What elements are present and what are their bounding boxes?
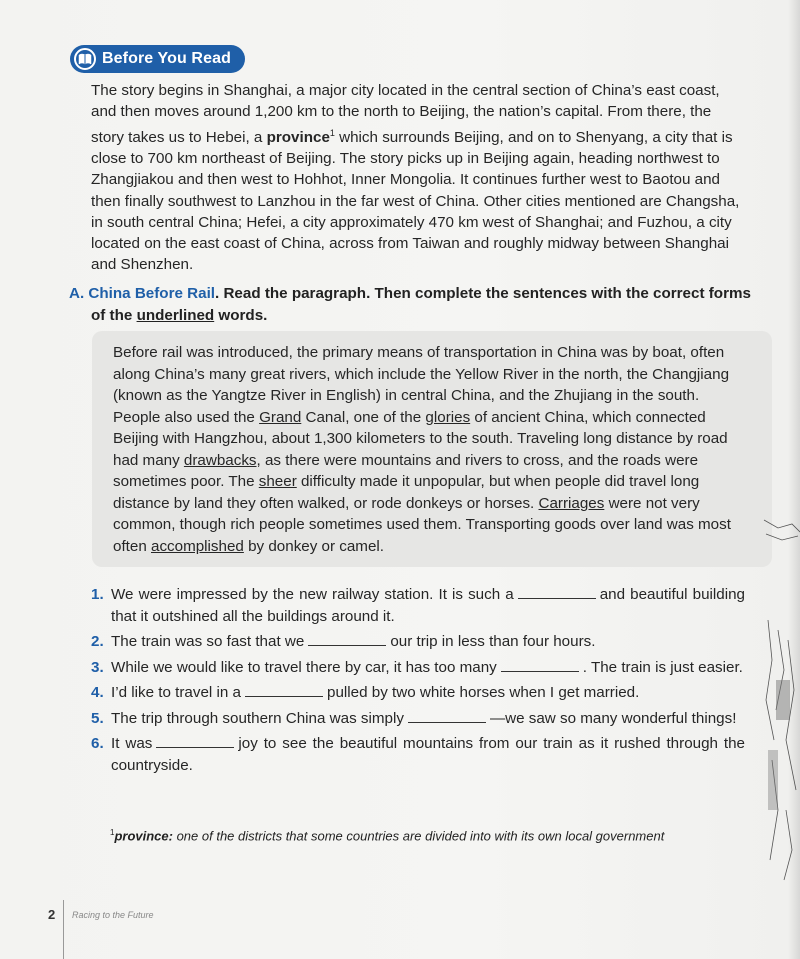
question-item: 5. The trip through southern China was simply —we saw so many wonderful things! — [91, 708, 745, 730]
vocab-word: Grand — [259, 408, 302, 426]
answer-blank[interactable] — [308, 632, 386, 646]
question-item: 1. We were impressed by the new railway station. It is such a and beautiful building that it outshined all the buildings around it. — [91, 584, 745, 627]
question-number: 2. — [91, 633, 104, 650]
vocab-word: Carriages — [538, 494, 605, 512]
vocab-word: glories — [425, 408, 471, 426]
reading-passage: Before rail was introduced, the primary means of transportation in China was by boat, often along China’s many great rivers, which include the Yellow River in the north, the Changjiang (known as the Yangtze River in English) in central China, and the Zhujiang in the south. People also used the Grand Canal, one of the glories of ancient China, which connected Beijing with Hangzhou, about 1,300 kilometers to the south. Traveling long distance by road had many drawbacks, as there were mountains and rivers to cross, and the roads were sometimes poor. The sheer difficulty made it unpopular, but when people did travel long distance by land they often walked, or rode donkeys or horses. Carriages were not very common, though rich people sometimes used them. Transporting goods over land was most often accomplished by donkey or camel. — [113, 344, 731, 555]
question-number: 1. — [91, 586, 104, 603]
answer-blank[interactable] — [408, 709, 486, 723]
footnote-marker: 1 — [329, 127, 335, 138]
section-heading: Before You Read — [102, 50, 231, 67]
answer-blank[interactable] — [501, 658, 579, 672]
answer-blank[interactable] — [156, 734, 234, 748]
page-edge-shadow — [788, 0, 800, 959]
glossary-term: province — [266, 128, 330, 146]
vocab-word: accomplished — [151, 537, 244, 555]
vocab-word: sheer — [258, 473, 297, 490]
question-number: 5. — [91, 709, 104, 727]
intro-paragraph: The story begins in Shanghai, a major city located in the central section of China’s east coast, and then moves around 1,200 km to the north to Beijing, the nation’s capital. From there, the story takes us to Hebei, a province$^1$ which surrounds Beijing, and on to Shenyang, a city that is close to 700 km northeast of Beijing. The story picks up in Beijing again, heading northwest to Zhangjiakou and then west to Hohhot, Inner Mongolia. It continues further west to Baotou and then finally southwest to Lanzhou in the far west of China. Other cities mentioned are Changsha, in south central China; Hefei, a city approximately 470 km west of Shanghai; and Fuzhou, a city located on the east coast of China, across from Taiwan and roughly midway between Shanghai and Shenzhen. — [91, 82, 740, 274]
footnote: $^1$province: one of the districts that some countries are divided into with its own local government — [110, 828, 665, 844]
question-number: 6. — [91, 735, 104, 752]
vocab-word: drawbacks — [183, 451, 257, 469]
question-number: 3. — [91, 658, 104, 676]
question-item: 3. While we would like to travel there by car, it has too many . The train is just easier. — [91, 657, 745, 679]
exercise-a-instructions: A. China Before Rail. Read the paragraph. Then complete the sentences with the correct forms of the underlined words. — [69, 285, 751, 324]
margin-rule — [63, 900, 64, 959]
exercise-letter: A. — [69, 285, 85, 302]
before-you-read-badge — [70, 45, 245, 73]
question-number: 4. — [91, 684, 104, 701]
question-item: 4. I’d like to travel in a pulled by two white horses when I get married. — [91, 682, 745, 704]
exercise-title: China Before Rail — [88, 285, 216, 302]
exercise-questions — [91, 584, 745, 780]
page-number: 2 — [48, 907, 56, 922]
answer-blank[interactable] — [245, 683, 323, 697]
question-item: 2. The train was so fast that we our trip in less than four hours. — [91, 631, 745, 653]
answer-blank[interactable] — [518, 585, 596, 599]
book-icon — [74, 48, 96, 70]
running-head: Racing to the Future — [72, 910, 154, 920]
question-item: 6. It was joy to see the beautiful mountains from our train as it rushed through the countryside. — [91, 733, 745, 776]
